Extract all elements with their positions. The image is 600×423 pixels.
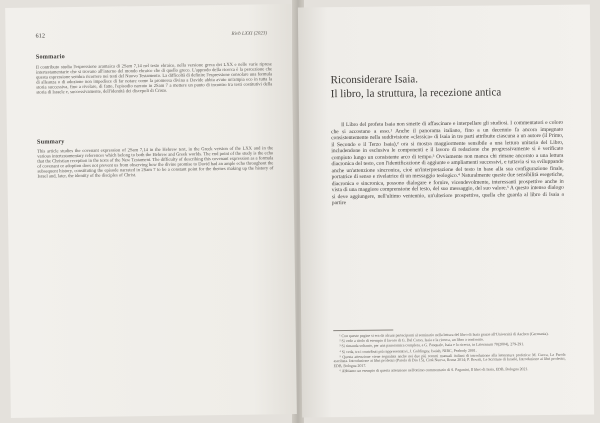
footnote: ² Si vede a titolo di esempio il lavoro di G. Dal Corso, Isaia e la ricerca, un libro a confronto.: [339, 337, 484, 344]
footnote: ⁶ Abbiamo un esempio di questa attenzione nell'ottimo commentario di S. Paganini, Il libro di Isaia, EDB, Bologna 2021.: [339, 367, 529, 374]
page-number: 612: [35, 33, 46, 40]
footnote: ¹ Con queste pagine si era da alcuni partecipanti al seminario nella lettura del libro di Isaia grazie all'Università di Aachen (Germania).: [339, 331, 549, 339]
sommario-heading: Sommario: [35, 53, 65, 61]
summary-heading: Summary: [36, 138, 65, 146]
sommario-text: Il contributo studia l'espressione aramaica di 2Sam 7,14 nel testo ebraico, nella versione greca dei LXX e nelle varie riprese intertestamentarie che si trovano all'interno del mondo ebraico che di quello greco. L'approdo della ricerca è la percezione che questa espressione sembra ricorrere nei testi del Nuovo Testamento. La difficoltà di definire l'espressione consolare una formula di alleanza o di adozione non impedisce di far notare come la promessa divina a Davide abbia avuto un'ampia eco in tutta la storia successiva, fino a rivelare, di fatto, l'episodio narrato in 2Sam 7 a mettere un punto di incontro tra testi costitutivi della storia di Israele e, successivamente, dell'identità dei discepoli di Cristo.: [35, 61, 273, 96]
article-title: [331, 71, 571, 102]
article-title-line-1: Riconsiderare Isaia.: [330, 73, 419, 87]
footnote: ⁴ Si veda, tra i contributi più rappresentativi, J. Goldingay, Isaiah, NIBC, Peabody 2001.: [339, 348, 477, 354]
right-page: [298, 4, 594, 417]
running-head: Rivb LXXI (2023): [231, 31, 268, 37]
footnote-separator: [333, 330, 393, 332]
article-body: Il Libro del profeta Isaia non smette di affascinare e interpellare gli studiosi. I commentatori e coloro che si accostano a esso.¹ Anche il panorama italiano, fino a un decennio fa ancora impegnato consistentemente nella suddivisione «classica» di Isaia in tre parti attribuite ciascuna a un autore (il Primo, il Secondo e il Terzo Isaia),² ora si mostra maggiormente sensibile a una lettura unitaria del Libro, includendone in esclusiva le componenti e il lavoro di redazione che progressivamente si è verificato compiuto lungo un consistente arco di tempo.³ Ovviamente non manca chi rimane ancorato a una lettura diacronica del testo, con l'identificazione di aggiunte e ampliamenti successivi, e tuttavia si va sviluppando anche un'attenzione sincronica, cioè un'interpretazione del testo in base alla sua configurazione finale, portatrice di senso e rivelatrice di un messaggio teologico.⁴ Naturalmente queste due sensibilità esegetiche, diacronica e sincronica, possono dialogare e fornire, vicendevolmente, interessanti prospettive anche in vista di una maggiore comprensione del testo, del suo messaggio, del suo valore.⁵ A questo intenso dialogo si deve aggiungere, nell'ultimo ventennio, un'ulteriore prospettiva, quella che guarda al libro di Isaia a partire: [331, 119, 564, 207]
footnote: ⁵ Questa attenzione viene segnalata anche nei due più recenti manuali italiani di introduzione alla letteratura profetica: M. Cucca, La Parola ascoltata. Introduzione ai libri profetici (Parola di Dio 15), Città Nuova, Roma 2014; P. Bovati, Le Scritture di Israele, Introduzione ai libri profetici, EDB, Bologna 2017.: [333, 352, 566, 369]
summary-text: This article studies the covenant expression of 2Sam 7,14 in the Hebrew text, in the Greek version of the LXX and in the various intertestamentary references which belong to both the Hebrew and Greek worlds. The end point of the study is the echo that the Christian reception in the texts of the New Testament. The difficulty of describing this covenant expression as a formula of covenant or adoption does not prevent us from observing how the divine promise to David had an ample echo throughout the subsequent history, constituting the episode narrated in 2Sam 7 to be a constant point for the themes making up the history of Israel and, later, the identity of the disciples of Christ.: [37, 145, 274, 180]
footnote: ³ Si rimanda soltanto, per una panoramica completa, a G. Pasquale, Isaia e la ricerca, in Lateranum 70(2004), 279-291.: [339, 342, 525, 349]
left-page: [5, 4, 297, 418]
footnotes: [333, 332, 565, 375]
article-title-line-2: Il libro, la struttura, la recezione antica: [330, 86, 502, 101]
